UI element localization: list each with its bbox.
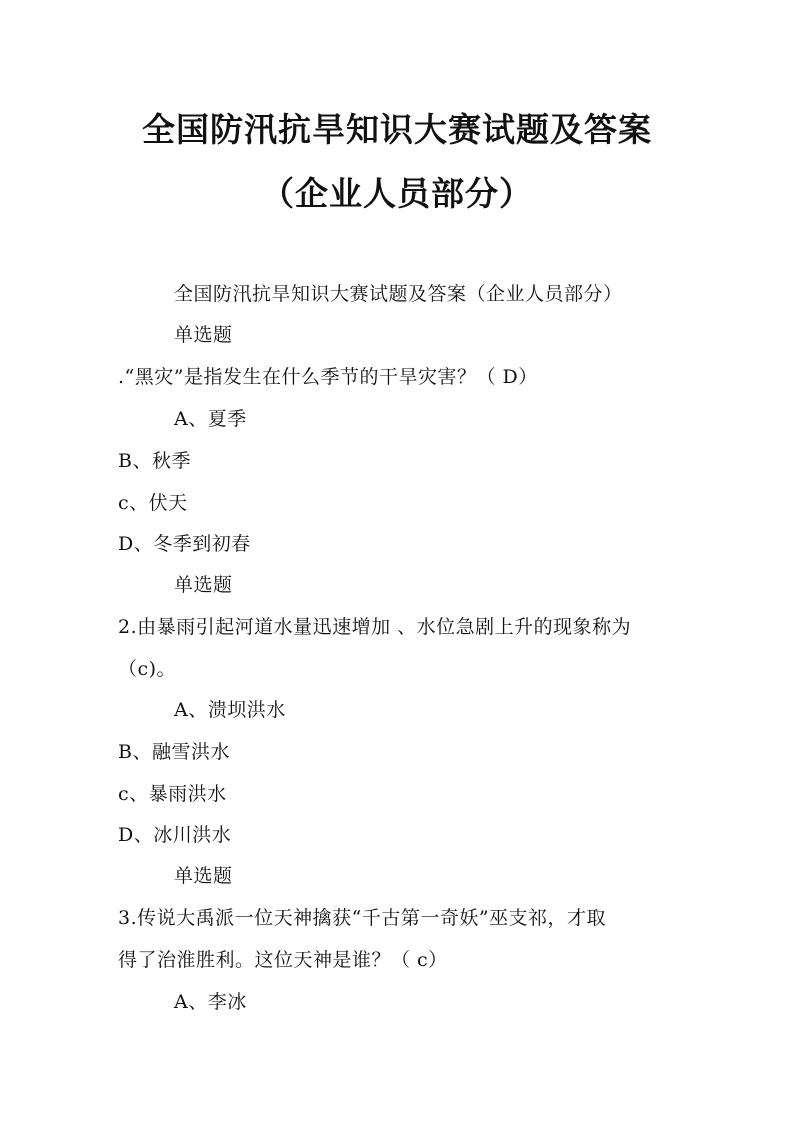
question-type-label: 单选题: [174, 324, 233, 346]
question-text-line1: 3.传说大禹派一位天神擒获“千古第一奇妖”巫支祁，才取: [118, 907, 607, 929]
document-title-line1: 全国防汛抗旱知识大赛试题及答案: [142, 110, 652, 149]
document-subtitle: 全国防汛抗旱知识大赛试题及答案（企业人员部分）: [174, 283, 623, 305]
option-b: B、融雪洪水: [118, 741, 230, 763]
question-text-line2: （c)。: [118, 658, 177, 680]
option-b: B、秋季: [118, 450, 191, 472]
question-text-line1: 2.由暴雨引起河道水量迅速增加 、水位急剧上升的现象称为: [118, 616, 632, 638]
question-text-line2: 得了治淮胜利。这位天神是谁？（ c）: [118, 949, 448, 971]
option-c: c、暴雨洪水: [118, 783, 227, 805]
option-a: A、李冰: [174, 991, 247, 1013]
option-a: A、溃坝洪水: [174, 699, 286, 721]
question-type-label: 单选题: [174, 574, 233, 596]
option-d: D、冰川洪水: [118, 824, 232, 846]
option-a: A、夏季: [174, 408, 247, 430]
option-d: D、冬季到初春: [118, 533, 251, 555]
question-text: .“黑灾”是指发生在什么季节的干旱灾害？（ D）: [118, 366, 538, 388]
option-c: c、伏天: [118, 492, 188, 514]
document-title-line2: （企业人员部分）: [261, 174, 533, 213]
question-type-label: 单选题: [174, 865, 233, 887]
